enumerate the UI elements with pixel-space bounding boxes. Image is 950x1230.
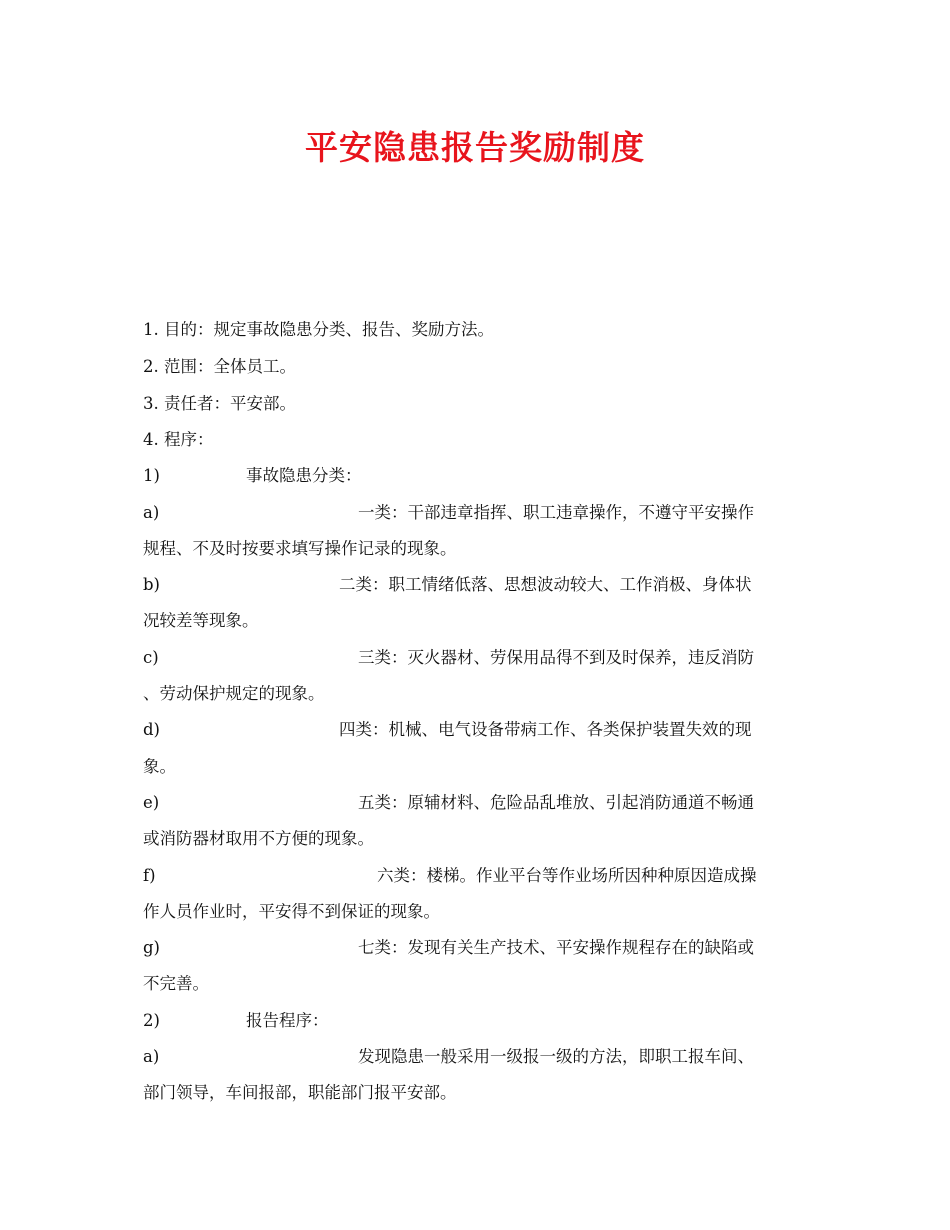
document-title: 平安隐患报告奖励制度 [305,128,645,167]
subsection-marker: 1) [143,466,160,485]
item-text-line2: 部门领导，车间报部，职能部门报平安部。 [143,1083,457,1102]
section-scope: 2. 范围：全体员工。 [143,357,296,376]
item-text-line1: 六类：楼梯。作业平台等作业场所因种种原因造成操 [377,866,757,885]
item-text-line2: 规程、不及时按要求填写操作记录的现象。 [143,539,457,558]
item-text-line1: 五类：原辅材料、危险品乱堆放、引起消防通道不畅通 [358,793,754,812]
item-marker: e) [143,793,160,812]
item-marker: g) [143,938,160,957]
section-responsible: 3. 责任者：平安部。 [143,394,296,413]
subsection-heading: 报告程序： [246,1011,329,1030]
item-marker: c) [143,648,159,667]
item-text-line2: 作人员作业时，平安得不到保证的现象。 [143,902,440,921]
item-text-line2: 不完善。 [143,974,209,993]
item-marker: b) [143,575,160,594]
item-marker: a) [143,1047,160,1066]
item-text-line1: 发现隐患一般采用一级报一级的方法，即职工报车间、 [358,1047,754,1066]
item-text-line2: 或消防器材取用不方便的现象。 [143,829,374,848]
item-text-line1: 三类：灭火器材、劳保用品得不到及时保养，违反消防 [358,648,754,667]
item-text-line2: 象。 [143,757,176,776]
subsection-marker: 2) [143,1011,160,1030]
item-text-line2: 况较差等现象。 [143,611,259,630]
item-text-line1: 七类：发现有关生产技术、平安操作规程存在的缺陷或 [358,938,754,957]
item-text-line2: 、劳动保护规定的现象。 [143,684,325,703]
item-text-line1: 四类：机械、电气设备带病工作、各类保护装置失效的现 [339,720,752,739]
section-procedure: 4. 程序： [143,430,214,449]
item-marker: a) [143,503,160,522]
item-marker: f) [143,866,156,885]
section-purpose: 1. 目的：规定事故隐患分类、报告、奖励方法。 [143,320,494,339]
item-text-line1: 一类：干部违章指挥、职工违章操作，不遵守平安操作 [358,503,754,522]
subsection-heading: 事故隐患分类： [246,466,362,485]
item-text-line1: 二类：职工情绪低落、思想波动较大、工作消极、身体状 [339,575,752,594]
item-marker: d) [143,720,160,739]
